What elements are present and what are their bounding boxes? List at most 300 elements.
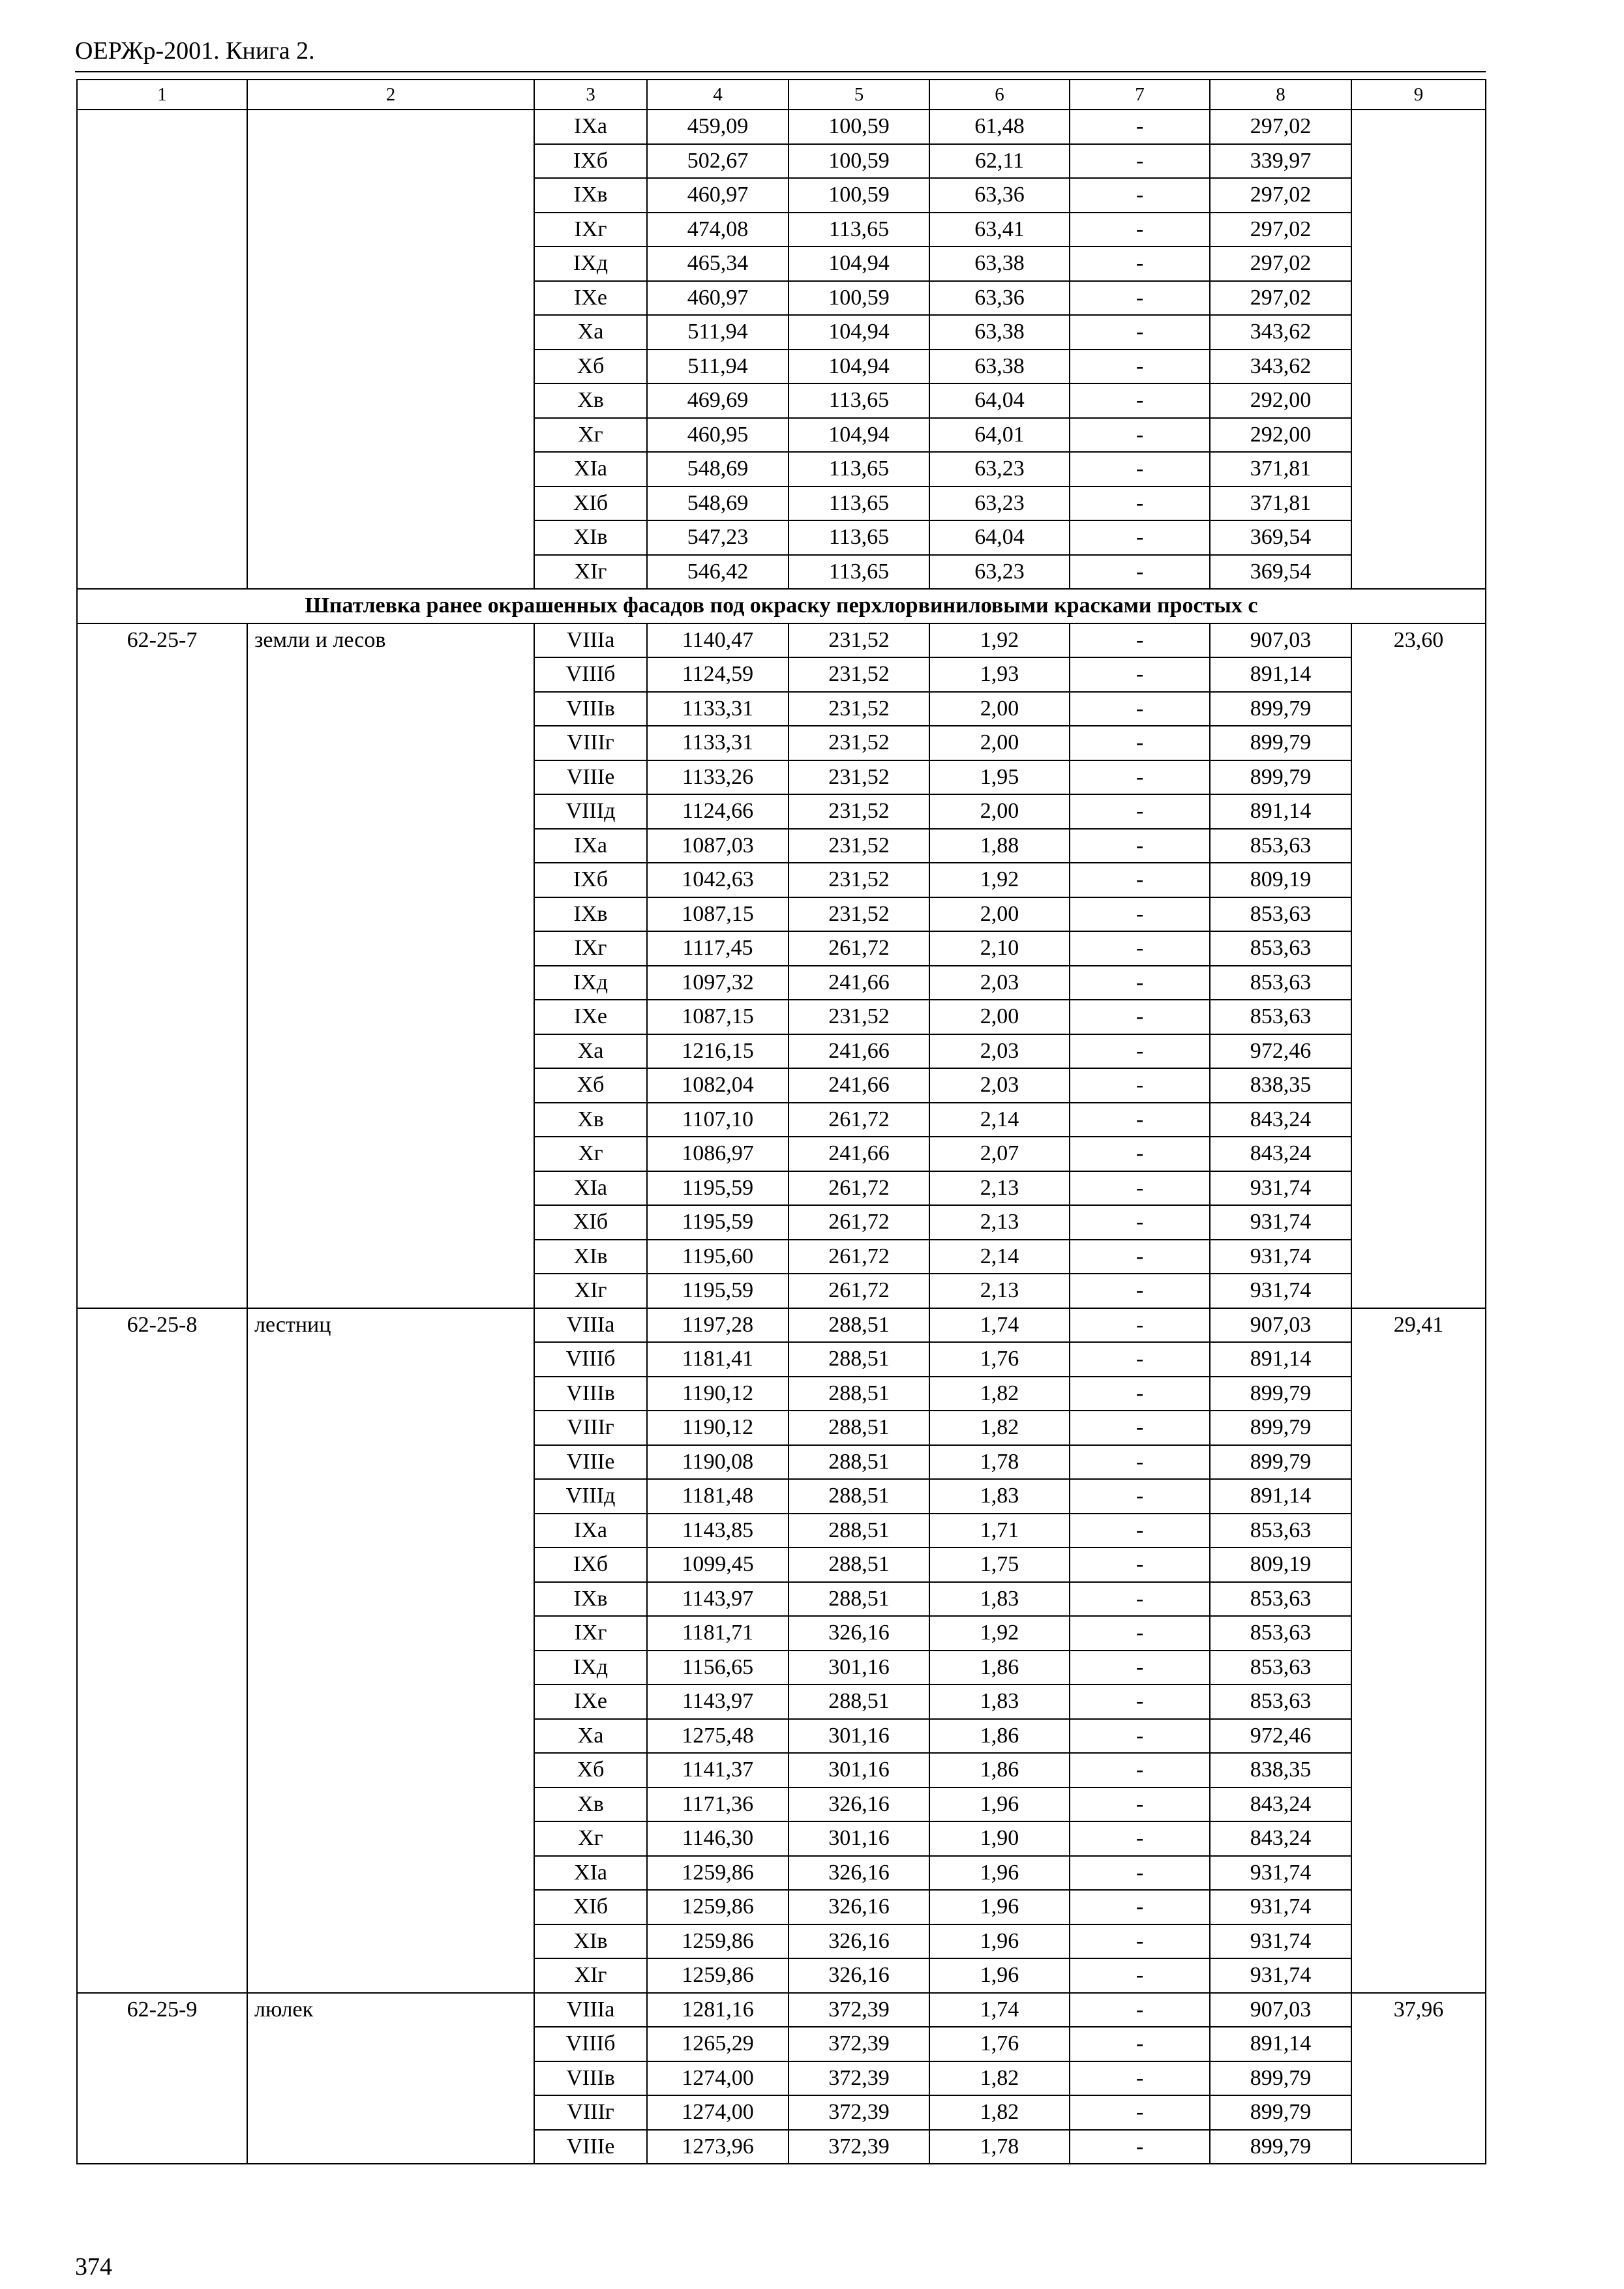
direct-costs: 548,69 (647, 486, 789, 521)
wages: 241,66 (789, 966, 929, 1000)
machine-costs: 62,11 (929, 144, 1070, 179)
materials-cost: 292,00 (1210, 418, 1351, 453)
machine-costs: 63,23 (929, 452, 1070, 486)
materials-cost: 931,74 (1210, 1171, 1351, 1206)
region-zone: IXб (534, 1548, 647, 1582)
wages: 301,16 (789, 1821, 929, 1856)
materials-cost: 931,74 (1210, 1274, 1351, 1308)
machinist-wages: - (1070, 1548, 1210, 1582)
region-zone: VIIIб (534, 657, 647, 692)
wages: 288,51 (789, 1308, 929, 1343)
materials-cost: 931,74 (1210, 1890, 1351, 1924)
materials-cost: 371,81 (1210, 486, 1351, 521)
region-zone: IXв (534, 1582, 647, 1617)
machinist-wages: - (1070, 1788, 1210, 1822)
machine-costs: 1,82 (929, 1411, 1070, 1445)
region-zone: VIIIa (534, 623, 647, 658)
region-zone: XIб (534, 1205, 647, 1240)
column-number: 9 (1351, 80, 1486, 110)
machinist-wages: - (1070, 281, 1210, 316)
materials-cost: 809,19 (1210, 863, 1351, 897)
machinist-wages: - (1070, 1856, 1210, 1891)
machine-costs: 1,74 (929, 1308, 1070, 1343)
machinist-wages: - (1070, 315, 1210, 350)
wages: 231,52 (789, 760, 929, 795)
materials-cost: 369,54 (1210, 520, 1351, 555)
wages: 288,51 (789, 1514, 929, 1548)
machinist-wages: - (1070, 1616, 1210, 1651)
materials-cost: 853,63 (1210, 1582, 1351, 1617)
materials-cost: 899,79 (1210, 760, 1351, 795)
machine-costs: 63,38 (929, 315, 1070, 350)
region-zone: VIIIв (534, 692, 647, 726)
direct-costs: 1181,71 (647, 1616, 789, 1651)
machine-costs: 1,82 (929, 1377, 1070, 1411)
region-zone: XIв (534, 1924, 647, 1959)
materials-cost: 369,54 (1210, 555, 1351, 590)
materials-cost: 899,79 (1210, 1411, 1351, 1445)
region-zone: IXa (534, 1514, 647, 1548)
machinist-wages: - (1070, 1377, 1210, 1411)
materials-cost: 899,79 (1210, 2130, 1351, 2164)
machine-costs: 1,96 (929, 1788, 1070, 1822)
machinist-wages: - (1070, 623, 1210, 658)
region-zone: IXв (534, 897, 647, 932)
region-zone: IXд (534, 966, 647, 1000)
direct-costs: 460,95 (647, 418, 789, 453)
machine-costs: 2,13 (929, 1171, 1070, 1206)
materials-cost: 899,79 (1210, 2061, 1351, 2096)
labor-cost (1351, 110, 1486, 589)
materials-cost: 907,03 (1210, 1308, 1351, 1343)
direct-costs: 1259,86 (647, 1856, 789, 1891)
wages: 261,72 (789, 1274, 929, 1308)
direct-costs: 1156,65 (647, 1651, 789, 1685)
materials-cost: 891,14 (1210, 657, 1351, 692)
machine-costs: 1,86 (929, 1651, 1070, 1685)
wages: 241,66 (789, 1137, 929, 1171)
machine-costs: 2,14 (929, 1103, 1070, 1137)
machinist-wages: - (1070, 2095, 1210, 2130)
machine-costs: 2,03 (929, 1034, 1070, 1069)
machine-costs: 63,38 (929, 247, 1070, 281)
wages: 104,94 (789, 247, 929, 281)
materials-cost: 891,14 (1210, 794, 1351, 829)
rate-code: 62-25-9 (77, 1993, 247, 2164)
region-zone: Xб (534, 350, 647, 384)
region-zone: VIIIг (534, 726, 647, 760)
wages: 261,72 (789, 1103, 929, 1137)
machine-costs: 64,04 (929, 520, 1070, 555)
machine-costs: 1,82 (929, 2061, 1070, 2096)
materials-cost: 931,74 (1210, 1924, 1351, 1959)
machinist-wages: - (1070, 1479, 1210, 1514)
machinist-wages: - (1070, 1651, 1210, 1685)
wages: 231,52 (789, 692, 929, 726)
machinist-wages: - (1070, 897, 1210, 932)
machinist-wages: - (1070, 1821, 1210, 1856)
wages: 104,94 (789, 418, 929, 453)
machine-costs: 1,96 (929, 1924, 1070, 1959)
machine-costs: 1,82 (929, 2095, 1070, 2130)
machinist-wages: - (1070, 178, 1210, 213)
machine-costs: 2,00 (929, 794, 1070, 829)
wages: 113,65 (789, 213, 929, 247)
machinist-wages: - (1070, 2061, 1210, 2096)
column-number: 3 (534, 80, 647, 110)
machine-costs: 1,92 (929, 623, 1070, 658)
machine-costs: 2,13 (929, 1274, 1070, 1308)
machine-costs: 1,83 (929, 1684, 1070, 1719)
wages: 261,72 (789, 931, 929, 966)
machinist-wages: - (1070, 1445, 1210, 1480)
direct-costs: 548,69 (647, 452, 789, 486)
materials-cost: 838,35 (1210, 1068, 1351, 1103)
region-zone: IXa (534, 110, 647, 144)
region-zone: IXг (534, 931, 647, 966)
direct-costs: 1195,60 (647, 1240, 789, 1274)
machine-costs: 2,14 (929, 1240, 1070, 1274)
work-name: лестниц (247, 1308, 534, 1993)
direct-costs: 511,94 (647, 350, 789, 384)
direct-costs: 1274,00 (647, 2095, 789, 2130)
section-heading: Шпатлевка ранее окрашенных фасадов под окраску перхлорвиниловыми красками простых с (77, 589, 1486, 623)
region-zone: Xa (534, 1034, 647, 1069)
machine-costs: 2,10 (929, 931, 1070, 966)
machinist-wages: - (1070, 555, 1210, 590)
machine-costs: 2,07 (929, 1137, 1070, 1171)
wages: 288,51 (789, 1445, 929, 1480)
region-zone: VIIIг (534, 2095, 647, 2130)
machinist-wages: - (1070, 966, 1210, 1000)
direct-costs: 1195,59 (647, 1205, 789, 1240)
table-row (77, 110, 1486, 144)
machine-costs: 1,83 (929, 1582, 1070, 1617)
machinist-wages: - (1070, 1993, 1210, 2027)
direct-costs: 469,69 (647, 383, 789, 418)
direct-costs: 1190,12 (647, 1411, 789, 1445)
column-number-row (77, 80, 1486, 110)
direct-costs: 1107,10 (647, 1103, 789, 1137)
wages: 113,65 (789, 520, 929, 555)
machine-costs: 61,48 (929, 110, 1070, 144)
machine-costs: 1,78 (929, 2130, 1070, 2164)
work-name (247, 110, 534, 589)
machinist-wages: - (1070, 247, 1210, 281)
machinist-wages: - (1070, 486, 1210, 521)
direct-costs: 1146,30 (647, 1821, 789, 1856)
region-zone: IXб (534, 863, 647, 897)
region-zone: VIIIe (534, 1445, 647, 1480)
machinist-wages: - (1070, 350, 1210, 384)
direct-costs: 1141,37 (647, 1753, 789, 1788)
direct-costs: 1087,15 (647, 1000, 789, 1034)
column-number: 1 (77, 80, 247, 110)
region-zone: Xв (534, 1788, 647, 1822)
direct-costs: 1273,96 (647, 2130, 789, 2164)
machine-costs: 2,00 (929, 726, 1070, 760)
materials-cost: 843,24 (1210, 1788, 1351, 1822)
machinist-wages: - (1070, 1068, 1210, 1103)
machinist-wages: - (1070, 383, 1210, 418)
direct-costs: 1099,45 (647, 1548, 789, 1582)
region-zone: IXд (534, 1651, 647, 1685)
direct-costs: 1281,16 (647, 1993, 789, 2027)
machine-costs: 1,86 (929, 1753, 1070, 1788)
machine-costs: 63,23 (929, 555, 1070, 590)
region-zone: XIa (534, 1856, 647, 1891)
header-rule (75, 71, 1486, 72)
direct-costs: 1086,97 (647, 1137, 789, 1171)
materials-cost: 843,24 (1210, 1103, 1351, 1137)
machinist-wages: - (1070, 794, 1210, 829)
machine-costs: 1,76 (929, 1342, 1070, 1377)
materials-cost: 899,79 (1210, 1445, 1351, 1480)
direct-costs: 1124,66 (647, 794, 789, 829)
wages: 231,52 (789, 623, 929, 658)
direct-costs: 474,08 (647, 213, 789, 247)
machinist-wages: - (1070, 1000, 1210, 1034)
machine-costs: 1,78 (929, 1445, 1070, 1480)
rate-code: 62-25-7 (77, 623, 247, 1308)
wages: 372,39 (789, 1993, 929, 2027)
machinist-wages: - (1070, 863, 1210, 897)
region-zone: Xб (534, 1068, 647, 1103)
column-number: 5 (789, 80, 929, 110)
materials-cost: 843,24 (1210, 1137, 1351, 1171)
machinist-wages: - (1070, 1274, 1210, 1308)
machine-costs: 2,13 (929, 1205, 1070, 1240)
machine-costs: 64,04 (929, 383, 1070, 418)
direct-costs: 1143,97 (647, 1582, 789, 1617)
wages: 326,16 (789, 1856, 929, 1891)
direct-costs: 1275,48 (647, 1719, 789, 1754)
work-name: люлек (247, 1993, 534, 2164)
machine-costs: 1,96 (929, 1958, 1070, 1993)
wages: 113,65 (789, 383, 929, 418)
machine-costs: 1,83 (929, 1479, 1070, 1514)
column-number: 6 (929, 80, 1070, 110)
region-zone: VIIIд (534, 794, 647, 829)
machinist-wages: - (1070, 692, 1210, 726)
machinist-wages: - (1070, 1240, 1210, 1274)
materials-cost: 853,63 (1210, 931, 1351, 966)
column-number: 4 (647, 80, 789, 110)
labor-cost: 29,41 (1351, 1308, 1486, 1993)
region-zone: VIIIд (534, 1479, 647, 1514)
region-zone: XIa (534, 452, 647, 486)
region-zone: VIIIв (534, 1377, 647, 1411)
machine-costs: 2,00 (929, 897, 1070, 932)
region-zone: IXг (534, 213, 647, 247)
direct-costs: 1265,29 (647, 2027, 789, 2061)
direct-costs: 546,42 (647, 555, 789, 590)
table-row (77, 1308, 1486, 1343)
materials-cost: 853,63 (1210, 1651, 1351, 1685)
materials-cost: 343,62 (1210, 315, 1351, 350)
machinist-wages: - (1070, 452, 1210, 486)
machine-costs: 2,03 (929, 966, 1070, 1000)
machinist-wages: - (1070, 418, 1210, 453)
region-zone: XIг (534, 1958, 647, 1993)
machinist-wages: - (1070, 931, 1210, 966)
region-zone: Xв (534, 1103, 647, 1137)
direct-costs: 1143,85 (647, 1514, 789, 1548)
materials-cost: 297,02 (1210, 213, 1351, 247)
materials-cost: 297,02 (1210, 281, 1351, 316)
materials-cost: 931,74 (1210, 1240, 1351, 1274)
materials-cost: 809,19 (1210, 1548, 1351, 1582)
wages: 301,16 (789, 1719, 929, 1754)
materials-cost: 899,79 (1210, 692, 1351, 726)
region-zone: VIIIб (534, 2027, 647, 2061)
wages: 113,65 (789, 555, 929, 590)
machine-costs: 1,74 (929, 1993, 1070, 2027)
materials-cost: 931,74 (1210, 1958, 1351, 1993)
machine-costs: 2,00 (929, 692, 1070, 726)
machine-costs: 1,88 (929, 829, 1070, 863)
machine-costs: 1,92 (929, 863, 1070, 897)
wages: 326,16 (789, 1890, 929, 1924)
direct-costs: 1087,15 (647, 897, 789, 932)
direct-costs: 1259,86 (647, 1924, 789, 1959)
materials-cost: 853,63 (1210, 829, 1351, 863)
materials-cost: 899,79 (1210, 2095, 1351, 2130)
wages: 288,51 (789, 1582, 929, 1617)
machine-costs: 1,86 (929, 1719, 1070, 1754)
machine-costs: 1,90 (929, 1821, 1070, 1856)
region-zone: VIIIa (534, 1993, 647, 2027)
machinist-wages: - (1070, 1205, 1210, 1240)
direct-costs: 1082,04 (647, 1068, 789, 1103)
region-zone: XIв (534, 520, 647, 555)
machinist-wages: - (1070, 144, 1210, 179)
wages: 372,39 (789, 2061, 929, 2096)
machinist-wages: - (1070, 1342, 1210, 1377)
region-zone: VIIIб (534, 1342, 647, 1377)
wages: 301,16 (789, 1651, 929, 1685)
region-zone: Xв (534, 383, 647, 418)
direct-costs: 1133,31 (647, 726, 789, 760)
direct-costs: 1181,41 (647, 1342, 789, 1377)
machinist-wages: - (1070, 1890, 1210, 1924)
materials-cost: 891,14 (1210, 1479, 1351, 1514)
materials-cost: 838,35 (1210, 1753, 1351, 1788)
materials-cost: 853,63 (1210, 1684, 1351, 1719)
machinist-wages: - (1070, 213, 1210, 247)
machinist-wages: - (1070, 1684, 1210, 1719)
region-zone: IXв (534, 178, 647, 213)
materials-cost: 371,81 (1210, 452, 1351, 486)
labor-cost: 37,96 (1351, 1993, 1486, 2164)
materials-cost: 853,63 (1210, 897, 1351, 932)
materials-cost: 343,62 (1210, 350, 1351, 384)
wages: 288,51 (789, 1377, 929, 1411)
materials-cost: 891,14 (1210, 2027, 1351, 2061)
column-number: 2 (247, 80, 534, 110)
machinist-wages: - (1070, 1582, 1210, 1617)
materials-cost: 907,03 (1210, 1993, 1351, 2027)
wages: 100,59 (789, 110, 929, 144)
direct-costs: 1259,86 (647, 1958, 789, 1993)
direct-costs: 460,97 (647, 178, 789, 213)
region-zone: XIa (534, 1171, 647, 1206)
machinist-wages: - (1070, 760, 1210, 795)
machinist-wages: - (1070, 1103, 1210, 1137)
machinist-wages: - (1070, 1958, 1210, 1993)
wages: 231,52 (789, 829, 929, 863)
materials-cost: 907,03 (1210, 623, 1351, 658)
wages: 241,66 (789, 1034, 929, 1069)
region-zone: Xa (534, 315, 647, 350)
materials-cost: 297,02 (1210, 247, 1351, 281)
wages: 100,59 (789, 281, 929, 316)
direct-costs: 1274,00 (647, 2061, 789, 2096)
region-zone: VIIIa (534, 1308, 647, 1343)
materials-cost: 899,79 (1210, 1377, 1351, 1411)
direct-costs: 1216,15 (647, 1034, 789, 1069)
machinist-wages: - (1070, 1034, 1210, 1069)
machine-costs: 63,41 (929, 213, 1070, 247)
machinist-wages: - (1070, 2027, 1210, 2061)
machine-costs: 1,71 (929, 1514, 1070, 1548)
direct-costs: 1143,97 (647, 1684, 789, 1719)
wages: 288,51 (789, 1548, 929, 1582)
materials-cost: 292,00 (1210, 383, 1351, 418)
machinist-wages: - (1070, 1514, 1210, 1548)
wages: 326,16 (789, 1924, 929, 1959)
rate-code: 62-25-8 (77, 1308, 247, 1993)
direct-costs: 1197,28 (647, 1308, 789, 1343)
wages: 261,72 (789, 1205, 929, 1240)
rates-table-body (77, 80, 1486, 2164)
region-zone: XIб (534, 1890, 647, 1924)
direct-costs: 460,97 (647, 281, 789, 316)
materials-cost: 853,63 (1210, 1616, 1351, 1651)
region-zone: VIIIв (534, 2061, 647, 2096)
rate-code (77, 110, 247, 589)
direct-costs: 1140,47 (647, 623, 789, 658)
wages: 100,59 (789, 178, 929, 213)
machinist-wages: - (1070, 1137, 1210, 1171)
wages: 104,94 (789, 315, 929, 350)
region-zone: IXe (534, 1684, 647, 1719)
wages: 100,59 (789, 144, 929, 179)
wages: 231,52 (789, 897, 929, 932)
work-name: земли и лесов (247, 623, 534, 1308)
region-zone: IXe (534, 281, 647, 316)
machine-costs: 1,76 (929, 2027, 1070, 2061)
wages: 288,51 (789, 1684, 929, 1719)
wages: 372,39 (789, 2027, 929, 2061)
wages: 326,16 (789, 1788, 929, 1822)
machinist-wages: - (1070, 1719, 1210, 1754)
direct-costs: 1259,86 (647, 1890, 789, 1924)
wages: 241,66 (789, 1068, 929, 1103)
direct-costs: 1133,31 (647, 692, 789, 726)
machinist-wages: - (1070, 520, 1210, 555)
machinist-wages: - (1070, 1171, 1210, 1206)
wages: 326,16 (789, 1616, 929, 1651)
machine-costs: 63,38 (929, 350, 1070, 384)
machine-costs: 1,96 (929, 1856, 1070, 1891)
running-header: ОЕРЖр-2001. Книга 2. (75, 37, 315, 65)
machine-costs: 2,03 (929, 1068, 1070, 1103)
region-zone: XIг (534, 1274, 647, 1308)
materials-cost: 853,63 (1210, 1000, 1351, 1034)
machinist-wages: - (1070, 1411, 1210, 1445)
section-heading-row (77, 589, 1486, 623)
